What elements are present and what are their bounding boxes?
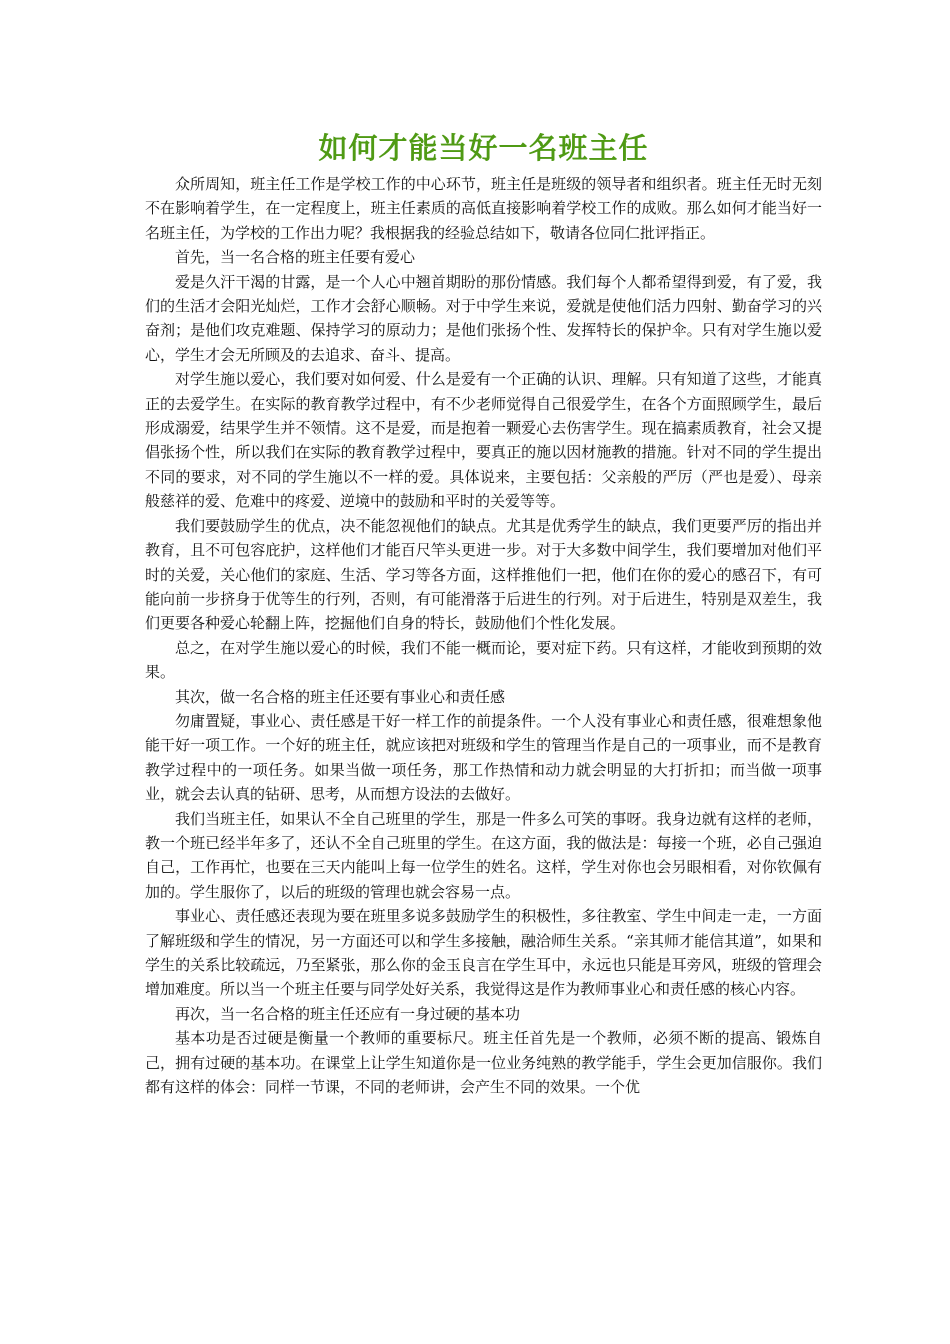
paragraph-intro: 众所周知，班主任工作是学校工作的中心环节，班主任是班级的领导者和组织者。班主任无时无刻不在影响着学生，在一定程度上，班主任素质的高低直接影响着学校工作的成败。那么如何才能当好一名班主任，为学校的工作出力呢？我根据我的经验总结如下，敬请各位同仁批评指正。 (145, 175, 822, 242)
document-page (145, 128, 822, 1099)
paragraph: 我们要鼓励学生的优点，决不能忽视他们的缺点。尤其是优秀学生的缺点，我们更要严厉的指出并教育，且不可包容庇护，这样他们才能百尺竿头更进一步。对于大多数中间学生，我们要增加对他们平时的关爱，关心他们的家庭、生活、学习等各方面，这样推他们一把，他们在你的爱心的感召下，有可能向前一步挤身于优等生的行列，否则，有可能滑落于后进生的行列。对于后进生，特别是双差生，我们更要各种爱心轮翻上阵，挖掘他们自身的特长，鼓励他们个性化发展。 (145, 516, 822, 633)
document-title: 如何才能当好一名班主任 (318, 131, 649, 165)
paragraph: 爱是久汗干渴的甘露，是一个人心中翘首期盼的那份情感。我们每个人都希望得到爱，有了爱，我们的生活才会阳光灿烂，工作才会舒心顺畅。对于中学生来说，爱就是使他们活力四射、勤奋学习的兴奋剂；是他们攻克难题、保持学习的原动力；是他们张扬个性、发挥特长的保护伞。只有对学生施以爱心，学生才会无所顾及的去追求、奋斗、提高。 (145, 272, 822, 364)
paragraph: 对学生施以爱心，我们要对如何爱、什么是爱有一个正确的认识、理解。只有知道了这些，才能真正的去爱学生。在实际的教育教学过程中，有不少老师觉得自己很爱学生，在各个方面照顾学生，最后形成溺爱，结果学生并不领情。这不是爱，而是抱着一颗爱心去伤害学生。现在搞素质教育，社会又提倡张扬个性，所以我们在实际的教育教学过程中，要真正的施以因材施教的措施。针对不同的学生提出不同的要求，对不同的学生施以不一样的爱。具体说来，主要包括：父亲般的严厉（严也是爱）、母亲般慈祥的爱、危难中的疼爱、逆境中的鼓励和平时的关爱等等。 (145, 370, 822, 511)
section-heading-skills: 再次，当一名合格的班主任还应有一身过硬的基本功 (175, 1004, 521, 1023)
paragraph: 我们当班主任，如果认不全自己班里的学生，那是一件多么可笑的事呀。我身边就有这样的老师，教一个班已经半年多了，还认不全自己班里的学生。在这方面，我的做法是：每接一个班，必自己强迫自己，工作再忙，也要在三天内能叫上每一位学生的姓名。这样，学生对你也会另眼相看，对你钦佩有加的。学生服你了，以后的班级的管理也就会容易一点。 (145, 809, 822, 901)
paragraph: 勿庸置疑，事业心、责任感是干好一样工作的前提条件。一个人没有事业心和责任感，很难想象他能干好一项工作。一个好的班主任，就应该把对班级和学生的管理当作是自己的一项事业，而不是教育教学过程中的一项任务。如果当做一项任务，那工作热情和动力就会明显的大打折扣；而当做一项事业，就会去认真的钻研、思考，从而想方设法的去做好。 (145, 711, 822, 804)
paragraph: 事业心、责任感还表现为要在班里多说多鼓励学生的积极性，多往教室、学生中间走一走，一方面了解班级和学生的情况，另一方面还可以和学生多接触，融洽师生关系。“亲其师才能信其道”，如果和学生的关系比较疏远，乃至紧张，那么你的金玉良言在学生耳中，永远也只能是耳旁风，班级的管理会增加难度。所以当一个班主任要与同学处好关系，我觉得这是作为教师事业心和责任感的核心内容。 (145, 907, 822, 999)
paragraph: 基本功是否过硬是衡量一个教师的重要标尺。班主任首先是一个教师，必须不断的提高、锻炼自己，拥有过硬的基本功。在课堂上让学生知道你是一位业务纯熟的教学能手，学生会更加信服你。我们都有这样的体会：同样一节课，不同的老师讲，会产生不同的效果。一个优 (145, 1029, 822, 1097)
section-heading-responsibility: 其次，做一名合格的班主任还要有事业心和责任感 (175, 687, 506, 706)
section-heading-love: 首先，当一名合格的班主任要有爱心 (175, 248, 416, 267)
paragraph: 总之，在对学生施以爱心的时候，我们不能一概而论，要对症下药。只有这样，才能收到预期的效果。 (145, 638, 822, 682)
